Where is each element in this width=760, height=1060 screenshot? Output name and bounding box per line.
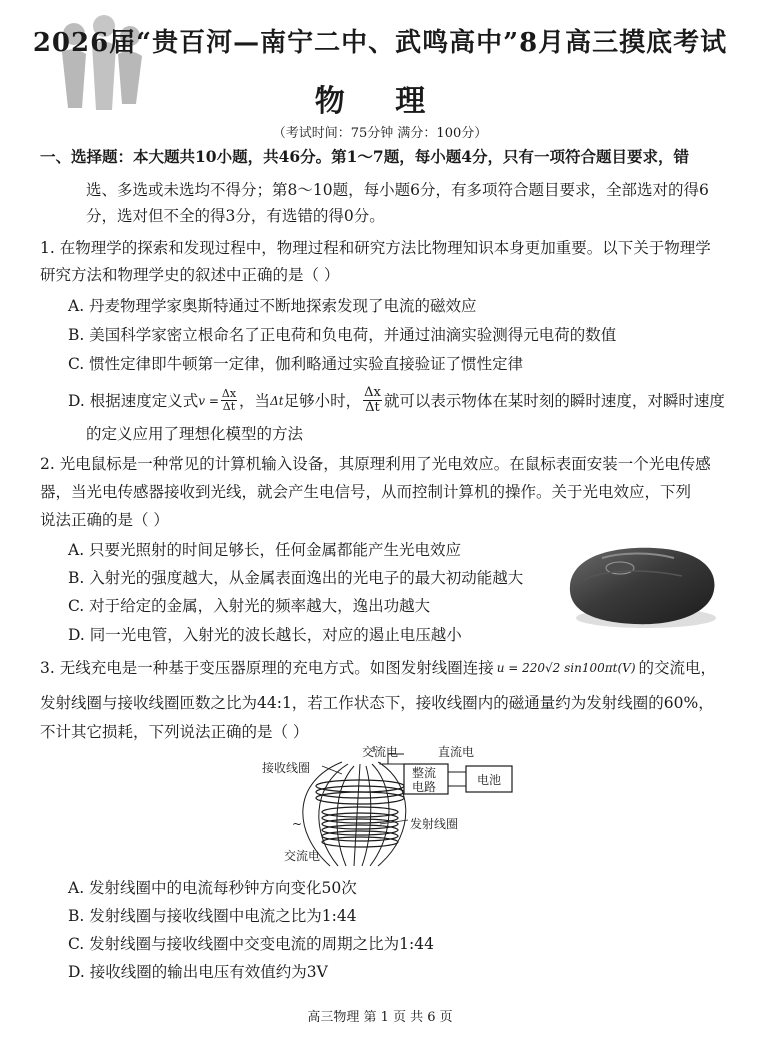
q3-stem-line1 — [40, 658, 716, 678]
q2-stem-line2: 器，当光电传感器接收到光线，就会产生电信号，从而控制计算机的操作。关于光电效应，下列 — [40, 483, 692, 501]
q1-option-c[interactable]: C. 惯性定律即牛顿第一定律，伽利略通过实验直接验证了惯性定律 — [68, 355, 524, 373]
q1-option-a[interactable]: A. 丹麦物理学家奥斯特通过不断地探索发现了电流的磁效应 — [68, 297, 477, 315]
q1-d-num: Δx — [221, 387, 237, 400]
label-ac-top: 交流电 — [362, 745, 399, 759]
transmitter-coil — [322, 807, 398, 847]
q3-voltage-formula: u = 220√2 sin100πt(V) — [496, 661, 636, 675]
label-receiver-coil: 接收线圈 — [262, 761, 311, 775]
q2-option-a[interactable]: A. 只要光照射的时间足够长，任何金属都能产生光电效应 — [68, 541, 462, 559]
q3-option-c[interactable]: C. 发射线圈与接收线圈中交变电流的周期之比为1:44 — [68, 935, 434, 953]
label-tilde: ~ — [292, 817, 303, 831]
wireless-charging-diagram — [262, 742, 532, 870]
q1-d-fraction-large — [363, 386, 382, 415]
q1-option-d-line2: 的定义应用了理想化模型的方法 — [86, 425, 304, 443]
q2-stem-line3: 说法正确的是（ ） — [40, 511, 169, 529]
exam-info: （考试时间：75分钟 满分：100分） — [272, 126, 488, 141]
label-ac-bottom: 交流电 — [284, 849, 321, 863]
page-footer: 高三物理 第 1 页 共 6 页 — [307, 1010, 453, 1025]
subject-title: 物 理 — [314, 84, 446, 119]
q1-stem-line1: 1. 在物理学的探索和发现过程中，物理过程和研究方法比物理知识本身更加重要。以下关于物理学 — [40, 239, 711, 257]
q2-option-d[interactable]: D. 同一光电管，入射光的波长越长，对应的遏止电压越小 — [68, 626, 462, 644]
section-instruction-line3: 分，选对但不全的得3分，有选错的得0分。 — [86, 207, 385, 225]
q1-d-text-3: 足够小时， — [283, 391, 362, 410]
q3-stem-text-1: 3. 无线充电是一种基于变压器原理的充电方式。如图发射线圈连接 — [40, 659, 494, 677]
q1-d-den2: Δt — [365, 400, 380, 415]
label-rectifier-1: 整流 — [412, 766, 437, 780]
q3-option-a[interactable]: A. 发射线圈中的电流每秒钟方向变化50次 — [68, 879, 357, 897]
q1-d-text-1: D. 根据速度定义式 — [68, 391, 199, 410]
q2-option-b[interactable]: B. 入射光的强度越大，从金属表面逸出的光电子的最大初动能越大 — [68, 569, 524, 587]
q1-d-text-4: 就可以表示物体在某时刻的瞬时速度，对瞬时速度 — [383, 391, 725, 410]
label-dc: 直流电 — [438, 745, 475, 759]
q2-stem-line1: 2. 光电鼠标是一种常见的计算机输入设备，其原理利用了光电效应。在鼠标表面安装一个光电传感 — [40, 455, 711, 473]
q3-stem-text-2: 的交流电， — [638, 659, 717, 677]
q1-stem-line2: 研究方法和物理学史的叙述中正确的是（ ） — [40, 266, 340, 284]
q3-option-b[interactable]: B. 发射线圈与接收线圈中电流之比为1:44 — [68, 907, 357, 925]
q3-stem-line2: 发射线圈与接收线圈匝数之比为44:1，若工作状态下，接收线圈内的磁通量约为发射线圈的60%， — [40, 694, 714, 712]
label-battery: 电池 — [477, 773, 502, 787]
q1-option-d[interactable] — [68, 386, 725, 415]
q1-d-text-2: ，当 — [239, 391, 271, 410]
exam-title: 2026届“贵百河—南宁二中、武鸣高中”8月高三摸底考试 — [32, 28, 728, 58]
label-rectifier-2: 电路 — [412, 780, 437, 794]
section-instruction-line1: 一、选择题：本大题共10小题，共46分。第1～7题，每小题4分，只有一项符合题目要求，错 — [40, 147, 689, 166]
q3-option-d[interactable]: D. 接收线圈的输出电压有效值约为3V — [68, 963, 328, 981]
computer-mouse-icon — [562, 540, 722, 632]
q1-d-fraction-small — [221, 388, 237, 413]
q1-d-dt: Δt — [270, 393, 284, 408]
label-transmitter-coil: 发射线圈 — [410, 817, 459, 831]
q1-d-v: v = — [198, 393, 219, 408]
q3-stem-line3: 不计其它损耗，下列说法正确的是（ ） — [40, 723, 309, 741]
q1-d-num2: Δx — [364, 385, 381, 400]
section-instruction-line2: 选、多选或未选均不得分；第8～10题，每小题6分，有多项符合题目要求，全部选对的得6 — [86, 181, 709, 199]
q1-option-b[interactable]: B. 美国科学家密立根命名了正电荷和负电荷，并通过油滴实验测得元电荷的数值 — [68, 326, 617, 344]
q2-option-c[interactable]: C. 对于给定的金属，入射光的频率越大，逸出功越大 — [68, 597, 431, 615]
receiver-coil — [316, 780, 404, 804]
q1-d-den: Δt — [222, 400, 236, 413]
